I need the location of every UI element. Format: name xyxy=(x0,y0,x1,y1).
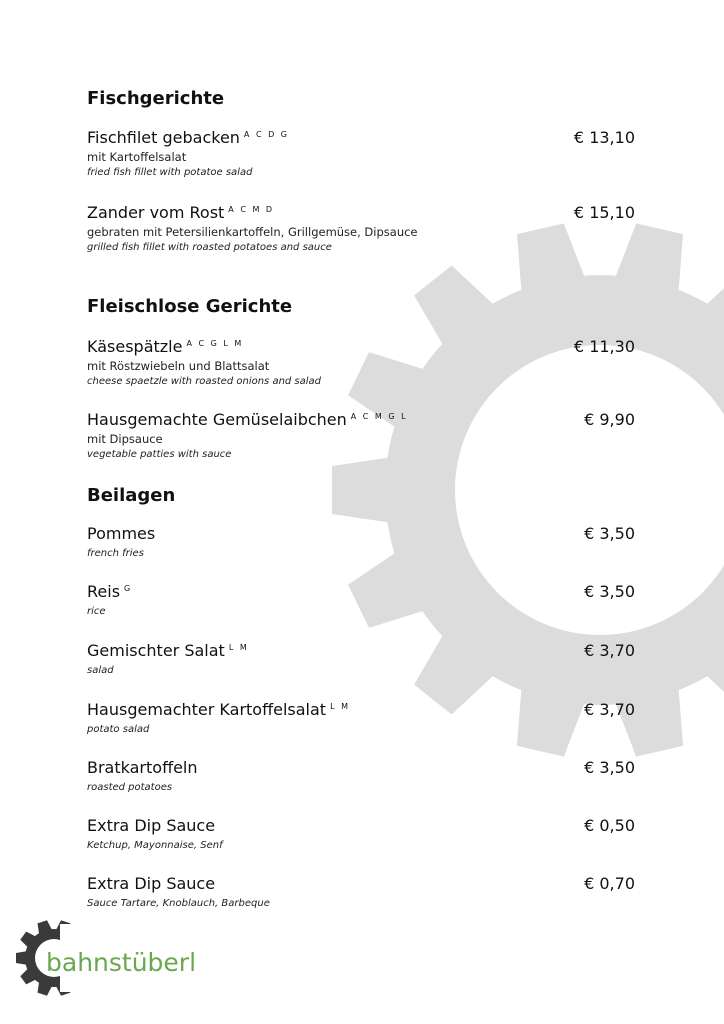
item-description-en: fried fish fillet with potatoe salad xyxy=(87,167,253,178)
menu-item xyxy=(87,758,637,795)
item-price: € 3,70 xyxy=(584,700,635,719)
item-description-de: mit Dipsauce xyxy=(87,432,163,446)
allergen-codes: G xyxy=(124,584,133,593)
item-price: € 13,10 xyxy=(573,128,635,147)
item-name: Fischfilet gebacken xyxy=(87,128,240,147)
menu-item xyxy=(87,816,637,853)
allergen-codes: A C D G xyxy=(243,130,289,139)
item-name: Bratkartoffeln xyxy=(87,758,198,777)
section-title-fleischlose-gerichte: Fleischlose Gerichte xyxy=(87,296,293,317)
item-price: € 0,50 xyxy=(584,816,635,835)
item-description-en: salad xyxy=(87,665,114,676)
allergen-codes: A C G L M xyxy=(186,339,244,348)
menu-item xyxy=(87,524,637,561)
section-title-fischgerichte: Fischgerichte xyxy=(87,88,225,109)
logo-text: bahnstüberl xyxy=(46,948,197,977)
item-name: Reis xyxy=(87,582,121,601)
item-description-en: Sauce Tartare, Knoblauch, Barbeque xyxy=(87,898,270,909)
menu-item xyxy=(87,641,637,678)
item-description-en: french fries xyxy=(87,548,144,559)
item-description-en: vegetable patties with sauce xyxy=(87,449,232,460)
menu-item xyxy=(87,203,637,255)
allergen-codes: A C M G L xyxy=(350,412,408,421)
menu-item xyxy=(87,410,637,462)
item-name: Extra Dip Sauce xyxy=(87,816,216,835)
item-price: € 11,30 xyxy=(573,337,635,356)
item-name: Käsespätzle xyxy=(87,337,183,356)
item-price: € 15,10 xyxy=(573,203,635,222)
item-price: € 3,50 xyxy=(584,758,635,777)
bahnstueberl-logo xyxy=(14,918,214,998)
item-description-en: rice xyxy=(87,606,106,617)
item-description-en: cheese spaetzle with roasted onions and salad xyxy=(87,376,322,387)
item-description-de: mit Röstzwiebeln und Blattsalat xyxy=(87,359,270,373)
item-name: Pommes xyxy=(87,524,156,543)
item-price: € 0,70 xyxy=(584,874,635,893)
item-name: Gemischter Salat xyxy=(87,641,225,660)
item-description-en: roasted potatoes xyxy=(87,782,173,793)
item-name: Hausgemachter Kartoffelsalat xyxy=(87,700,327,719)
item-description-de: gebraten mit Petersilienkartoffeln, Grillgemüse, Dipsauce xyxy=(87,225,418,239)
menu-item xyxy=(87,337,637,389)
item-name: Hausgemachte Gemüselaibchen xyxy=(87,410,347,429)
allergen-codes: L M xyxy=(330,702,350,711)
allergen-codes: A C M D xyxy=(228,205,275,214)
item-price: € 3,50 xyxy=(584,582,635,601)
item-description-en: potato salad xyxy=(87,724,150,735)
section-title-beilagen: Beilagen xyxy=(87,485,176,506)
item-name: Extra Dip Sauce xyxy=(87,874,216,893)
menu-item xyxy=(87,700,637,737)
item-price: € 3,70 xyxy=(584,641,635,660)
item-description-de: mit Kartoffelsalat xyxy=(87,150,187,164)
item-name: Zander vom Rost xyxy=(87,203,225,222)
menu-item xyxy=(87,128,637,180)
item-description-en: grilled fish fillet with roasted potatoes and sauce xyxy=(87,242,332,253)
item-price: € 3,50 xyxy=(584,524,635,543)
menu-item xyxy=(87,582,637,619)
allergen-codes: L M xyxy=(228,643,249,652)
item-description-en: Ketchup, Mayonnaise, Senf xyxy=(87,840,223,851)
menu-item xyxy=(87,874,637,911)
item-price: € 9,90 xyxy=(584,410,635,429)
